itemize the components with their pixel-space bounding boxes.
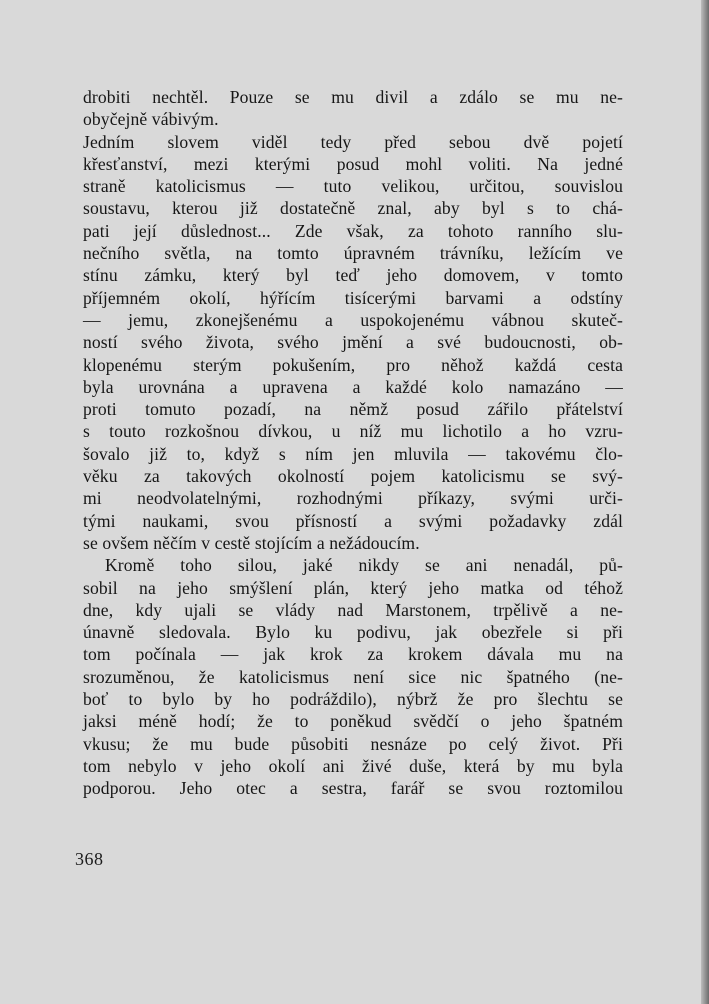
text-line: obyčejně vábivým. — [83, 109, 219, 130]
text-line: ností svého života, svého jmění a své budoucnosti, ob- — [83, 332, 623, 353]
text-line: nečního světla, na tomto úpravném trávníku, ležícím ve — [83, 243, 623, 264]
text-line: věku za takových okolností pojem katolicismu se svý- — [83, 466, 623, 487]
text-line: mi neodvolatelnými, rozhodnými příkazy, svými urči- — [83, 488, 623, 509]
text-line: sobil na jeho smýšlení plán, který jeho matka od téhož — [83, 577, 623, 598]
text-line: únavně sledovala. Bylo ku podivu, jak obezřele si při — [83, 622, 623, 643]
text-line: se ovšem něčím v cestě stojícím a nežádoucím. — [83, 532, 420, 553]
text-line: s touto rozkošnou dívkou, u níž mu lichotilo a ho vzru- — [83, 421, 623, 442]
text-line: dne, kdy ujali se vlády nad Marstonem, trpělivě a ne- — [83, 599, 623, 620]
text-line: křesťanství, mezi kterými posud mohl voliti. Na jedné — [83, 153, 623, 174]
text-line: stínu zámku, který byl teď jeho domovem, v tomto — [83, 265, 623, 286]
text-line: Jedním slovem viděl tedy před sebou dvě pojetí — [83, 131, 623, 152]
text-line: byla urovnána a upravena a každé kolo namazáno — — [83, 376, 623, 397]
text-line: boť to bylo by ho podráždilo), nýbrž že pro šlechtu se — [83, 689, 623, 710]
text-line: soustavu, kterou již dostatečně znal, aby byl s to chá- — [83, 198, 623, 219]
text-line: vkusu; že mu bude působiti nesnáze po celý život. Při — [83, 733, 623, 754]
page-number: 368 — [75, 849, 104, 869]
text-line: straně katolicismus — tuto velikou, určitou, souvislou — [83, 176, 623, 197]
text-line: podporou. Jeho otec a sestra, farář se svou roztomilou — [83, 778, 623, 799]
text-line: příjemném okolí, hýřícím tisícerými barvami a odstíny — [83, 287, 623, 308]
text-line: klopenému sterým pokušením, pro něhož každá cesta — [83, 354, 623, 375]
text-line: — jemu, zkonejšenému a uspokojenému vábnou skuteč- — [83, 309, 623, 330]
text-line: pati její důslednost... Zde však, za tohoto ranního slu- — [83, 220, 623, 241]
text-line: jaksi méně hodí; že to poněkud svědčí o jeho špatném — [83, 711, 623, 732]
body-text — [83, 86, 623, 800]
text-line: proti tomuto pozadí, na němž posud zářilo přátelství — [83, 399, 623, 420]
text-line: tom počínala — jak krok za krokem dávala mu na — [83, 644, 623, 665]
text-line: šovalo již to, když s ním jen mluvila — takovému člo- — [83, 443, 623, 464]
text-line: tými naukami, svou přísností a svými požadavky zdál — [83, 510, 623, 531]
text-line: tom nebylo v jeho okolí ani živé duše, která by mu byla — [83, 755, 623, 776]
text-line: srozuměnou, že katolicismus není sice nic špatného (ne- — [83, 666, 623, 687]
text-line: drobiti nechtěl. Pouze se mu divil a zdálo se mu ne- — [83, 87, 623, 107]
text-line: Kromě toho silou, jaké nikdy se ani nenadál, pů- — [105, 555, 623, 576]
